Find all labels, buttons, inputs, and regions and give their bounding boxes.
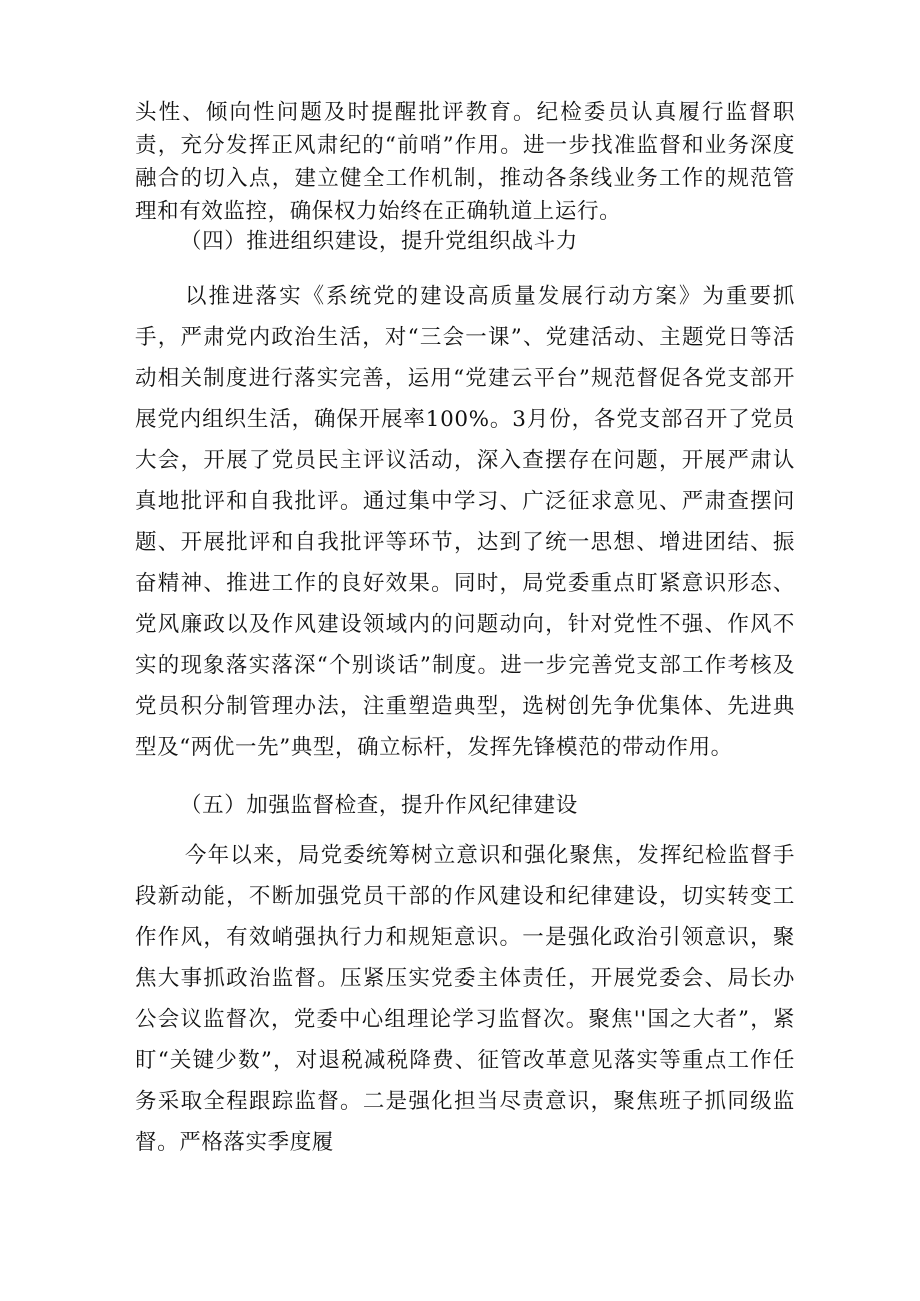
section-heading-5: （五）加强监督检查，提升作风纪律建设 (180, 793, 578, 818)
supervision-paragraph: 今年以来，局党委统筹树立意识和强化聚焦，发挥纪检监督手段新动能，不断加强党员干部的作风建设和纪律建设，切实转变工作作风，有效峭强执行力和规矩意识。一是强化政治引领意识，聚焦大事抓政治监督。压紧压实党委主体责任，开展党委会、局长办公会议监督次，党委中心组理论学习监督次。聚焦''国之大者”，紧盯“关键少数”，对退税减税降费、征管改革意见落实等重点工作任务采取全程跟踪监督。二是强化担当尽责意识，聚焦班子抓同级监督。严格落实季度履 (135, 843, 795, 1155)
intro-paragraph: 头性、倾向性问题及时提醒批评教育。纪检委员认真履行监督职责，充分发挥正风肃纪的“前哨”作用。进一步找准监督和业务深度融合的切入点，建立健全工作机制，推动各条线业务工作的规范管理和有效监控，确保权力始终在正确轨道上运行。 (135, 100, 795, 224)
section-heading-4: （四）推进组织建设，提升党组织战斗力 (180, 229, 578, 254)
organization-building-paragraph: 以推进落实《系统党的建设高质量发展行动方案》为重要抓手，严肃党内政治生活，对“三会一课”、党建活动、主题党日等活动相关制度进行落实完善，运用“党建云平台”规范督促各党支部开展党内组织生活，确保开展率100%。3月份，各党支部召开了党员大会，开展了党员民主评议活动，深入查摆存在问题，开展严肃认真地批评和自我批评。通过集中学习、广泛征求意见、严肃查摆问题、开展批评和自我批评等环节，达到了统一思想、增进团结、振奋精神、推进工作的良好效果。同时，局党委重点盯紧意识形态、党风廉政以及作风建设领域内的问题动向，针对党性不强、作风不实的现象落实落深“个别谈话”制度。进一步完善党支部工作考核及党员积分制管理办法，注重塑造典型，选树创先争优集体、先进典型及“两优一先”典型，确立标杆，发挥先锋模范的带动作用。 (135, 284, 795, 760)
